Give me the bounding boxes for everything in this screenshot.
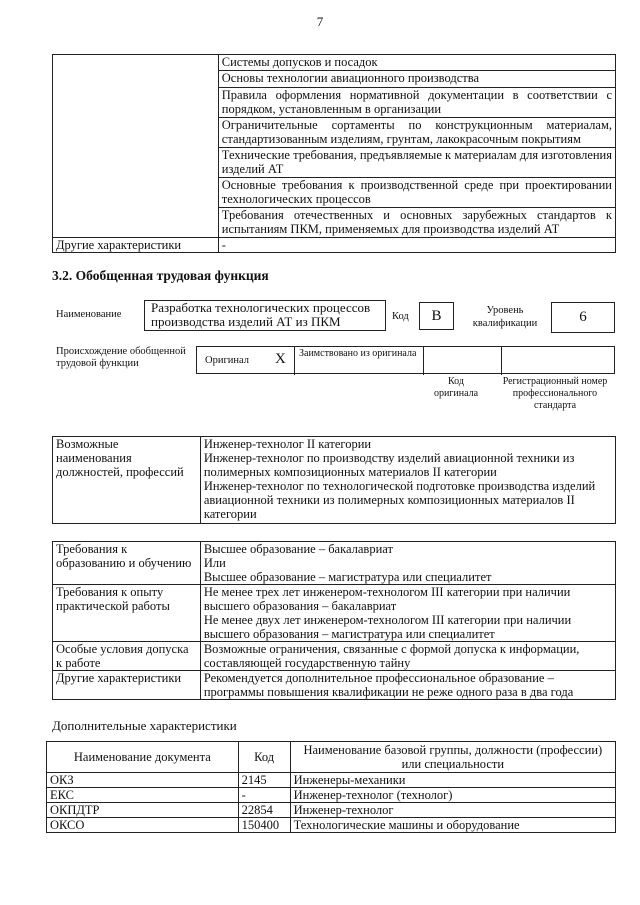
list-item: Высшее образование – бакалавриат bbox=[203, 542, 393, 556]
table-cell: Инженер-технолог (технолог) bbox=[290, 788, 615, 803]
table-row bbox=[53, 585, 616, 642]
requirement-label: Особые условия допуска к работе bbox=[53, 642, 201, 671]
list-item: Правила оформления нормативной документации в соответствии с порядком, установленным в организации bbox=[218, 88, 615, 118]
page-number: 7 bbox=[316, 14, 324, 29]
code-value-box bbox=[419, 302, 454, 330]
other-characteristics-value: - bbox=[218, 238, 615, 253]
requirement-values bbox=[200, 671, 615, 700]
list-item: Возможные ограничения, связанные с формой допуска к информации, составляющей государственную тайну bbox=[203, 642, 580, 670]
function-name-box bbox=[144, 300, 386, 331]
positions-values bbox=[200, 437, 615, 524]
divider bbox=[423, 347, 424, 375]
table-cell: ЕКС bbox=[47, 788, 239, 803]
borrowed-label: Заимствовано из оригинала bbox=[299, 348, 417, 359]
list-item: Основные требования к производственной среде при проектировании технологических процессов bbox=[218, 178, 615, 208]
table-cell: ОКЗ bbox=[47, 773, 239, 788]
list-item: Ограничительные сортаменты по конструкционным материалам, стандартизованным изделиям, грунтам, лакокрасочным покрытиям bbox=[218, 118, 615, 148]
table-row bbox=[53, 437, 616, 524]
code-original-caption: Код оригинала bbox=[433, 376, 479, 399]
table-cell: ОКСО bbox=[47, 818, 239, 833]
table-cell: 22854 bbox=[238, 803, 290, 818]
function-name-value: Разработка технологических процессов производства изделий АТ из ПКМ bbox=[151, 300, 371, 329]
list-item: Технические требования, предъявляемые к материалам для изготовления изделий АТ bbox=[218, 148, 615, 178]
code-value: B bbox=[431, 308, 442, 324]
table-cell: 2145 bbox=[238, 773, 290, 788]
list-item: Основы технологии авиационного производства bbox=[218, 71, 615, 88]
table-row bbox=[53, 642, 616, 671]
table-row bbox=[47, 742, 616, 773]
list-item: Рекомендуется дополнительное профессиональное образование – программы повышения квалификации не реже одного раза в два года bbox=[203, 671, 574, 699]
additional-title: Дополнительные характеристики bbox=[52, 718, 237, 733]
list-item: Не менее трех лет инженером-технологом III категории при наличии высшего образования – бакалавриат bbox=[203, 585, 571, 613]
empty-cell bbox=[53, 55, 219, 238]
list-item: Системы допусков и посадок bbox=[218, 55, 615, 71]
table-row bbox=[53, 55, 616, 71]
requirement-label: Требования к опыту практической работы bbox=[53, 585, 201, 642]
origin-label: Происхождение обобщенной трудовой функции bbox=[56, 346, 186, 369]
other-characteristics-label: Другие характеристики bbox=[53, 238, 219, 253]
requirements-table bbox=[52, 541, 616, 700]
requirement-values bbox=[200, 542, 615, 585]
section-title: 3.2. Обобщенная трудовая функция bbox=[52, 268, 269, 283]
registration-number-caption: Регистрационный номер профессионального стандарта bbox=[502, 376, 608, 411]
table-cell: - bbox=[238, 788, 290, 803]
requirement-label: Требования к образованию и обучению bbox=[53, 542, 201, 585]
positions-table bbox=[52, 436, 616, 524]
table-row bbox=[53, 542, 616, 585]
column-header: Код bbox=[238, 742, 290, 773]
list-item: Инженер-технолог по технологической подготовке производства изделий авиационной техники из полимерных композиционных материалов II категории bbox=[203, 479, 596, 521]
divider bbox=[501, 347, 502, 375]
table-row bbox=[47, 773, 616, 788]
level-value-box bbox=[551, 302, 615, 333]
table-cell: 150400 bbox=[238, 818, 290, 833]
requirement-values bbox=[200, 585, 615, 642]
list-item: Требования отечественных и основных зарубежных стандартов к испытаниям ПКМ, применяемых для производства изделий АТ bbox=[218, 208, 615, 238]
name-label: Наименование bbox=[56, 309, 122, 320]
origin-row bbox=[196, 346, 615, 374]
table-row bbox=[53, 238, 616, 253]
knowledge-table bbox=[52, 54, 616, 253]
level-label: Уровень квалификации bbox=[472, 305, 538, 329]
list-item: Или bbox=[203, 556, 226, 570]
table-cell: ОКПДТР bbox=[47, 803, 239, 818]
table-row bbox=[47, 803, 616, 818]
original-mark: X bbox=[275, 351, 286, 367]
list-item: Инженер-технолог по производству изделий авиационной техники из полимерных композиционных материалов II категории bbox=[203, 451, 575, 479]
table-row bbox=[53, 671, 616, 700]
column-header: Наименование документа bbox=[47, 742, 239, 773]
requirement-values bbox=[200, 642, 615, 671]
table-cell: Технологические машины и оборудование bbox=[290, 818, 615, 833]
table-row bbox=[47, 818, 616, 833]
table-cell: Инженер-технолог bbox=[290, 803, 615, 818]
column-header: Наименование базовой группы, должности (профессии) или специальности bbox=[290, 742, 615, 773]
requirement-label: Другие характеристики bbox=[53, 671, 201, 700]
list-item: Инженер-технолог II категории bbox=[203, 437, 372, 451]
additional-table bbox=[46, 741, 616, 833]
code-label: Код bbox=[392, 311, 409, 322]
table-cell: Инженеры-механики bbox=[290, 773, 615, 788]
table-row bbox=[47, 788, 616, 803]
divider bbox=[294, 347, 295, 375]
level-value: 6 bbox=[579, 309, 587, 325]
positions-label: Возможные наименования должностей, профессий bbox=[53, 437, 201, 524]
list-item: Не менее двух лет инженером-технологом III категории при наличии высшего образования – магистратура или специалитет bbox=[203, 613, 572, 641]
list-item: Высшее образование – магистратура или специалитет bbox=[203, 570, 492, 584]
original-label: Оригинал bbox=[205, 355, 249, 366]
